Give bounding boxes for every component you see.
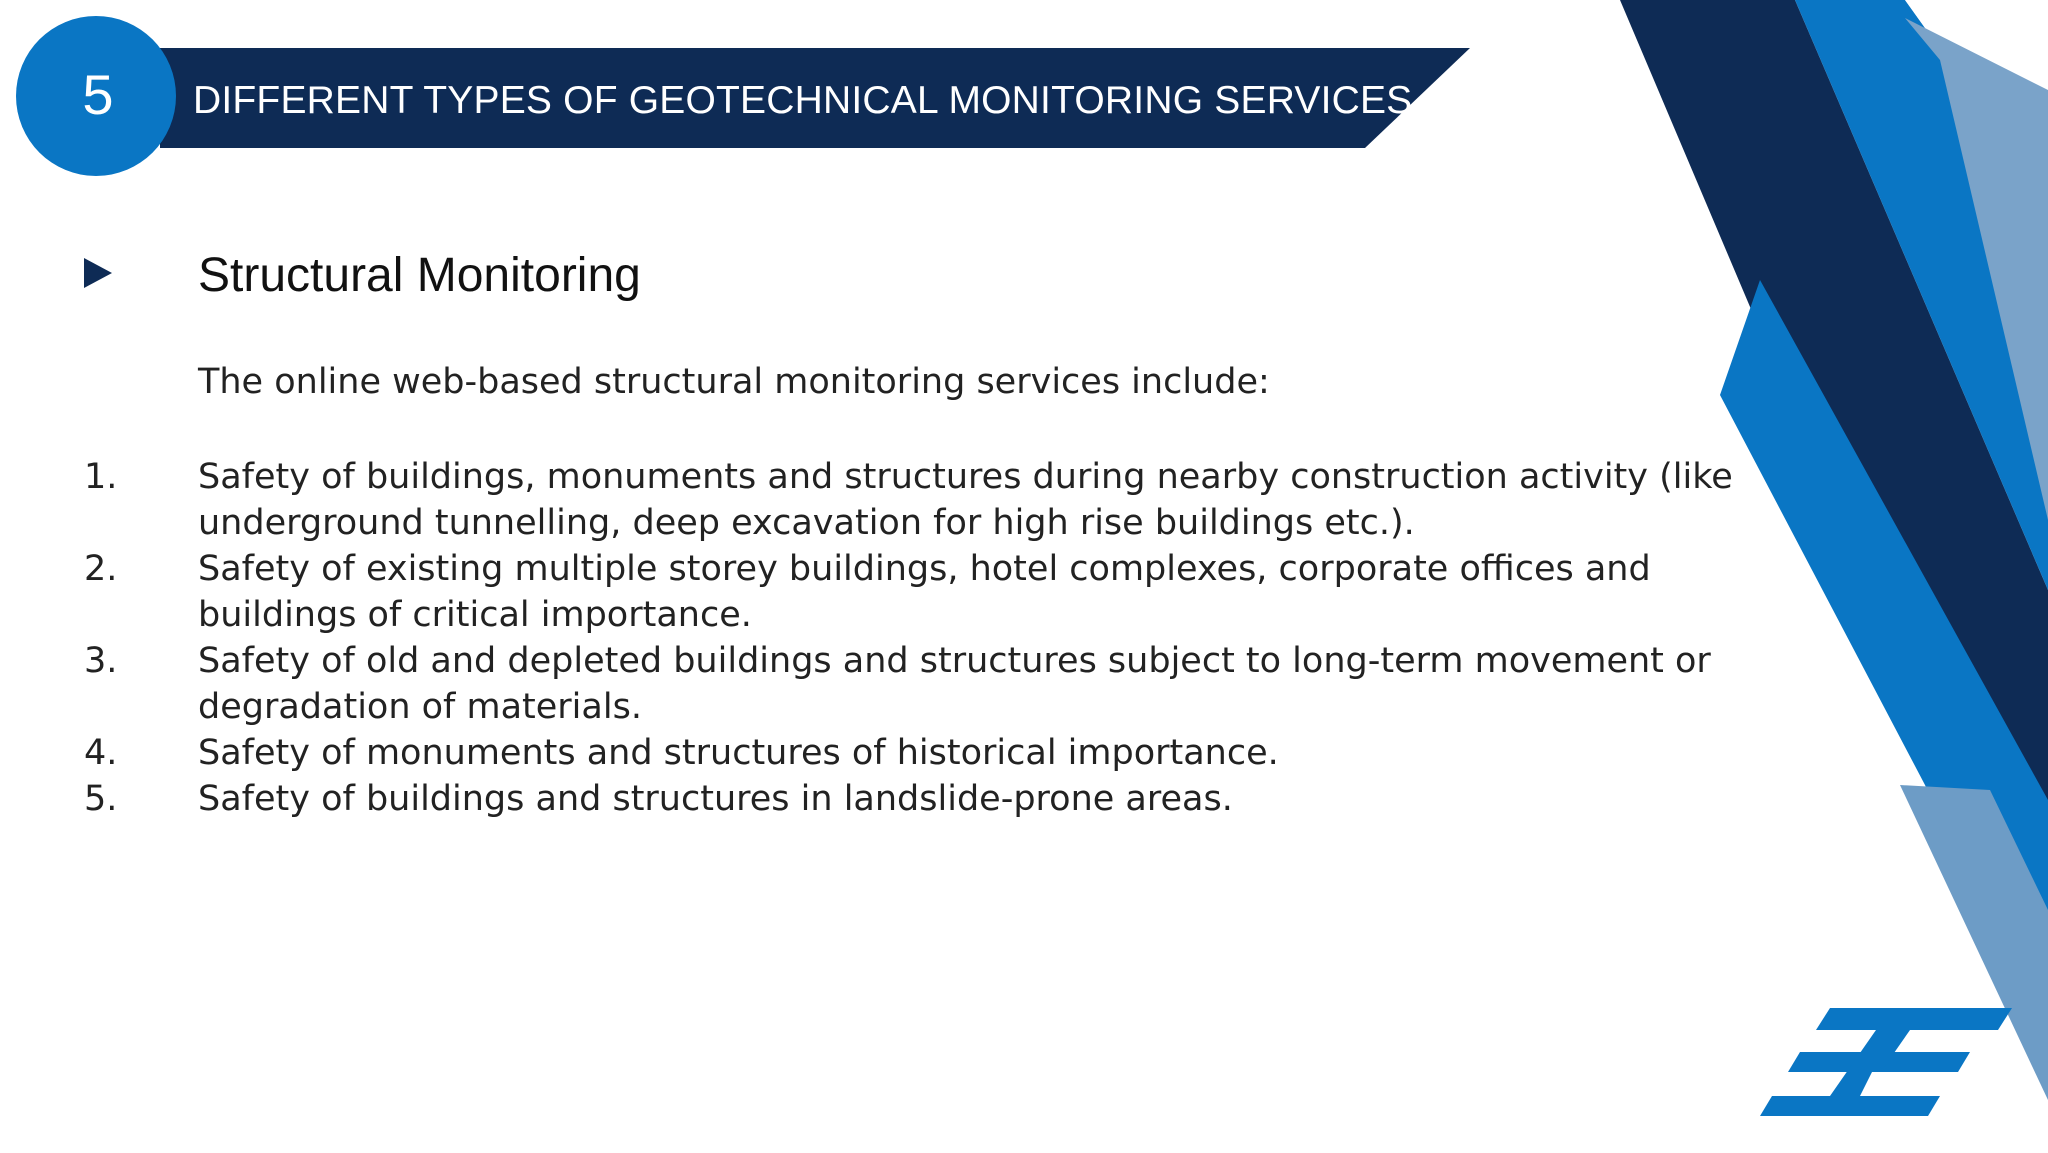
- list-item-number: 3.: [84, 641, 118, 681]
- list-item-number: 1.: [84, 457, 118, 497]
- services-list: [0, 454, 1760, 822]
- list-item: [0, 776, 1760, 822]
- list-item-text: Safety of buildings, monuments and structures during nearby construction activity (like underground tunnelling, deep excavation for high rise buildings etc.).: [198, 457, 1733, 543]
- list-item: [0, 730, 1760, 776]
- list-item-text: Safety of old and depleted buildings and structures subject to long-term movement or degradation of materials.: [198, 641, 1711, 727]
- list-item: [0, 638, 1760, 730]
- slide-title: DIFFERENT TYPES OF GEOTECHNICAL MONITORING SERVICES: [193, 79, 1413, 122]
- list-item-number: 4.: [84, 733, 118, 773]
- section-intro: The online web-based structural monitoring services include:: [198, 362, 1270, 402]
- slide-number-badge: [16, 16, 176, 176]
- company-logo-icon: [1760, 1008, 2016, 1120]
- list-item-text: Safety of monuments and structures of historical importance.: [198, 733, 1279, 773]
- list-item-number: 2.: [84, 549, 118, 589]
- list-item-text: Safety of existing multiple storey buildings, hotel complexes, corporate offices and buildings of critical importance.: [198, 549, 1651, 635]
- slide-number: 5: [82, 62, 114, 126]
- list-item: [0, 454, 1760, 546]
- section-heading: Structural Monitoring: [198, 249, 641, 302]
- list-item-number: 5.: [84, 779, 118, 819]
- list-item: [0, 546, 1760, 638]
- triangle-right-icon: [84, 258, 112, 288]
- list-item-text: Safety of buildings and structures in landslide-prone areas.: [198, 779, 1233, 819]
